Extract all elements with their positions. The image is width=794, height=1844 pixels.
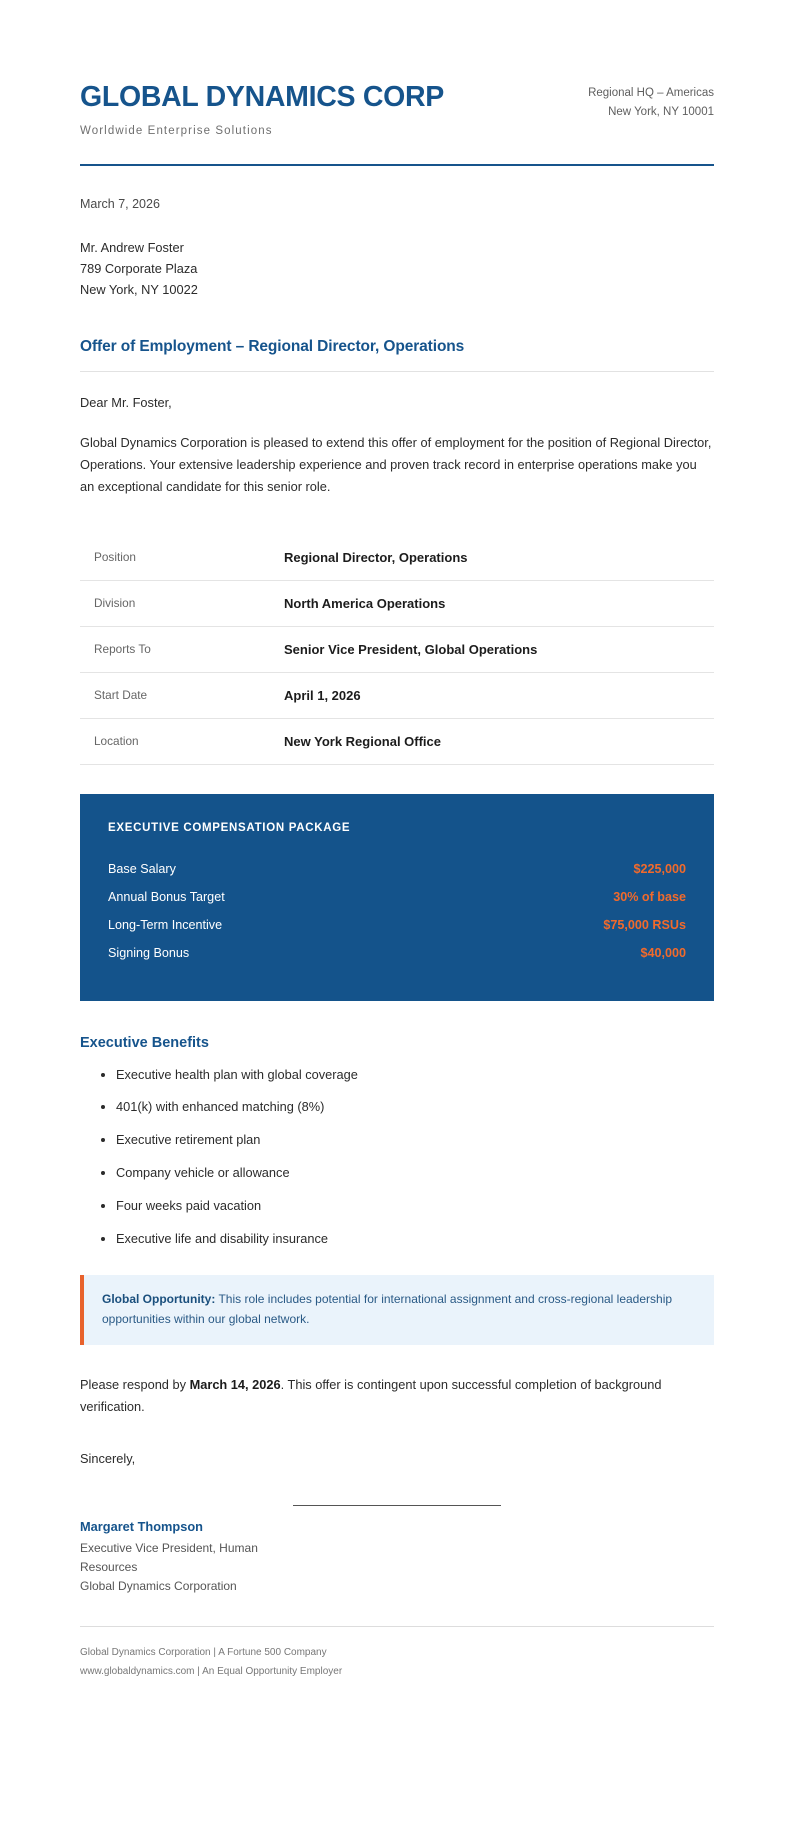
global-opportunity-callout [80, 1275, 714, 1346]
letterhead-divider [80, 164, 714, 166]
respond-prefix: Please respond by [80, 1377, 190, 1393]
compensation-row [108, 883, 686, 911]
detail-label: Start Date [94, 688, 148, 702]
compensation-row [108, 855, 686, 883]
recipient-street: 789 Corporate Plaza [80, 261, 198, 277]
compensation-amount: $75,000 RSUs [603, 917, 686, 932]
compensation-amount: $225,000 [633, 861, 686, 876]
table-row [80, 580, 714, 626]
letter-date: March 7, 2026 [80, 197, 160, 212]
intro-paragraph: Global Dynamics Corporation is pleased to extend this offer of employment for the position of Regional Director, Operations. Your extensive leadership experience and proven track record in enterprise operations make you an exceptional candidate for this senior role. [80, 434, 712, 494]
callout-body: This role includes potential for international assignment and cross-regional leadership opportunities within our global network. [102, 1291, 673, 1326]
hq-region-line: Regional HQ – Americas [588, 87, 714, 99]
footer-line-website: www.globaldynamics.com | An Equal Opportunity Employer [80, 1665, 343, 1677]
subject-line: Offer of Employment – Regional Director, Operations [80, 337, 465, 355]
list-item: • Executive retirement plan [116, 1130, 714, 1150]
sincerely-line: Sincerely, [80, 1451, 136, 1467]
compensation-amount: $40,000 [640, 945, 686, 960]
table-row [80, 718, 714, 764]
compensation-label: Base Salary [108, 861, 176, 876]
response-paragraph [80, 1374, 714, 1418]
list-item: • Four weeks paid vacation [116, 1196, 714, 1216]
detail-value: Senior Vice President, Global Operations [284, 641, 538, 657]
compensation-label: Annual Bonus Target [108, 889, 225, 904]
signature-line [293, 1505, 501, 1506]
table-row [80, 534, 714, 580]
detail-label: Reports To [94, 642, 151, 656]
signer-title: Executive Vice President, Human Resources [80, 1541, 258, 1574]
detail-label: Location [94, 734, 139, 748]
recipient-address [80, 238, 714, 300]
list-item: • Executive health plan with global coverage [116, 1065, 714, 1085]
respond-suffix: . This offer is contingent upon successful completion of background verification. [80, 1377, 662, 1415]
detail-label: Position [94, 550, 136, 564]
brand-block [80, 78, 444, 137]
footer-line-company: Global Dynamics Corporation | A Fortune 500 Company [80, 1647, 327, 1659]
page-footer [80, 1644, 714, 1681]
detail-value: April 1, 2026 [284, 687, 361, 703]
signer-name: Margaret Thompson [80, 1519, 204, 1535]
detail-value: New York Regional Office [284, 733, 442, 749]
callout-lead: Global Opportunity: [102, 1291, 216, 1306]
signer-company: Global Dynamics Corporation [80, 1578, 237, 1593]
headquarters-address [588, 78, 714, 122]
company-tagline: Worldwide Enterprise Solutions [80, 125, 273, 138]
footer-divider [80, 1626, 714, 1627]
compensation-row [108, 911, 686, 939]
letterhead [80, 78, 714, 137]
callout-text [102, 1290, 694, 1330]
detail-label: Division [94, 596, 136, 610]
detail-value: North America Operations [284, 595, 446, 611]
benefits-list [80, 1065, 714, 1250]
table-row [80, 672, 714, 718]
compensation-label: Long-Term Incentive [108, 917, 223, 932]
compensation-title: EXECUTIVE COMPENSATION PACKAGE [108, 821, 351, 834]
table-row [80, 626, 714, 672]
list-item: • Company vehicle or allowance [116, 1163, 714, 1183]
offer-details-body [80, 534, 714, 764]
compensation-amount: 30% of base [613, 889, 686, 904]
subject-divider [80, 371, 714, 372]
recipient-name: Mr. Andrew Foster [80, 240, 184, 256]
benefits-title: Executive Benefits [80, 1034, 209, 1051]
offer-details-table [80, 534, 714, 765]
salutation: Dear Mr. Foster, [80, 394, 172, 410]
compensation-row [108, 939, 686, 967]
list-item: • Executive life and disability insurance [116, 1229, 714, 1249]
recipient-city: New York, NY 10022 [80, 281, 198, 297]
company-name: GLOBAL DYNAMICS CORP [80, 81, 444, 113]
detail-value: Regional Director, Operations [284, 549, 468, 565]
respond-deadline: March 14, 2026 [189, 1377, 281, 1393]
compensation-label: Signing Bonus [108, 945, 190, 960]
list-item: • 401(k) with enhanced matching (8%) [116, 1097, 714, 1117]
hq-city-line: New York, NY 10001 [608, 105, 714, 118]
compensation-panel [80, 794, 714, 1001]
